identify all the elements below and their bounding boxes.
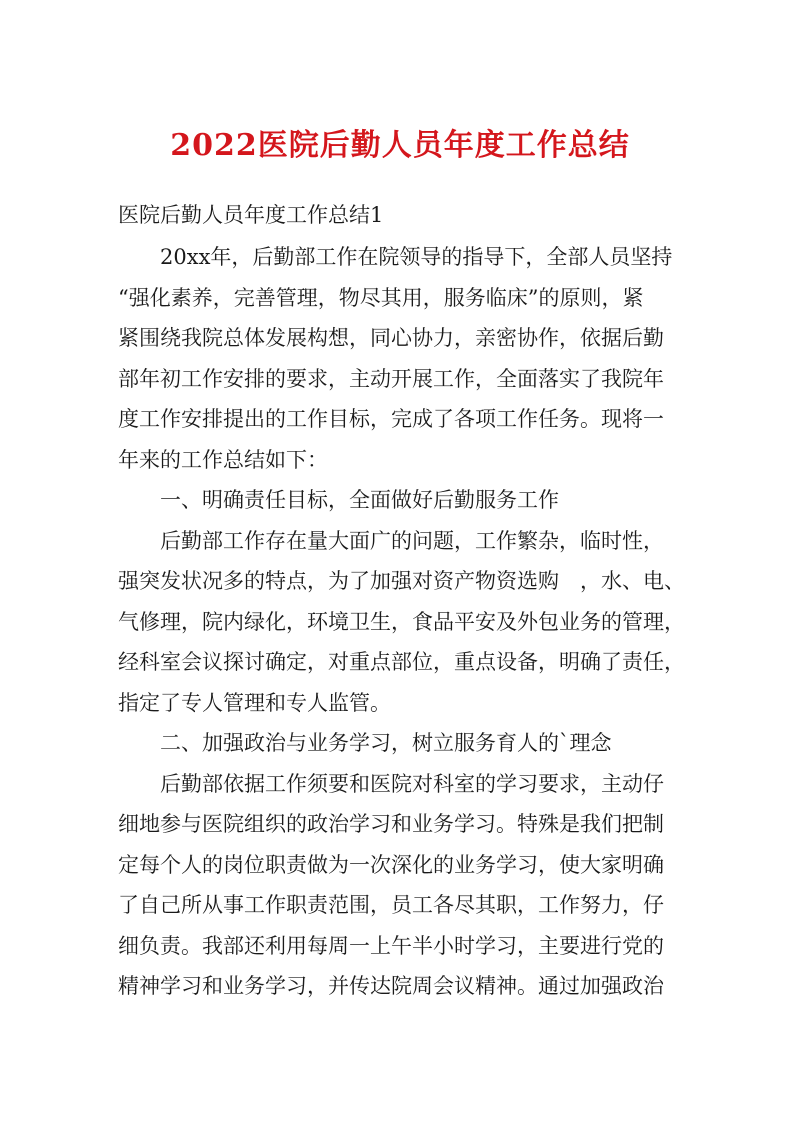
- paragraph-line: 强突发状况多的特点，为了加强对资产物资选购 ，水、电、: [118, 569, 685, 593]
- paragraph-line: 指定了专人管理和专人监管。: [118, 690, 391, 715]
- section-subtitle: 医院后勤人员年度工作总结1: [118, 203, 384, 227]
- paragraph-line: 细负责。我部还利用每周一上午半小时学习，主要进行党的: [118, 933, 664, 958]
- section-heading: 一、明确责任目标，全面做好后勤服务工作: [160, 488, 559, 512]
- paragraph-line: 气修理，院内绿化，环境卫生，食品平安及外包业务的管理，: [118, 609, 685, 634]
- paragraph-line: 经科室会议探讨确定，对重点部位，重点设备，明确了责任，: [118, 650, 685, 674]
- paragraph-line: 20xx年，后勤部工作在院领导的指导下，全部人员坚持: [160, 245, 673, 269]
- paragraph-line: 定每个人的岗位职责做为一次深化的业务学习，使大家明确: [118, 852, 664, 877]
- paragraph-line: 后勤部依据工作须要和医院对科室的学习要求，主动仔: [160, 771, 664, 796]
- paragraph-line: 了自己所从事工作职责范围，员工各尽其职，工作努力，仔: [118, 893, 664, 917]
- paragraph-line: 细地参与医院组织的政治学习和业务学习。特殊是我们把制: [118, 812, 664, 836]
- paragraph-line: 精神学习和业务学习，并传达院周会议精神。通过加强政治: [118, 974, 664, 998]
- paragraph-line: 紧围绕我院总体发展构想，同心协力，亲密协作，依据后勤: [118, 326, 664, 350]
- paragraph-line: 后勤部工作存在量大面广的问题，工作繁杂，临时性，: [160, 528, 664, 553]
- paragraph-line: “强化素养，完善管理，物尽其用，服务临床”的原则，紧: [118, 285, 644, 310]
- document-title: 2022医院后勤人员年度工作总结: [170, 128, 630, 163]
- section-heading: 二、加强政治与业务学习，树立服务育人的`理念: [160, 731, 612, 755]
- document-body: [118, 237, 688, 1007]
- paragraph-line: 度工作安排提出的工作目标，完成了各项工作任务。现将一: [118, 407, 664, 431]
- paragraph-line: 年来的工作总结如下：: [118, 447, 328, 472]
- paragraph-line: 部年初工作安排的要求，主动开展工作，全面落实了我院年: [118, 366, 664, 391]
